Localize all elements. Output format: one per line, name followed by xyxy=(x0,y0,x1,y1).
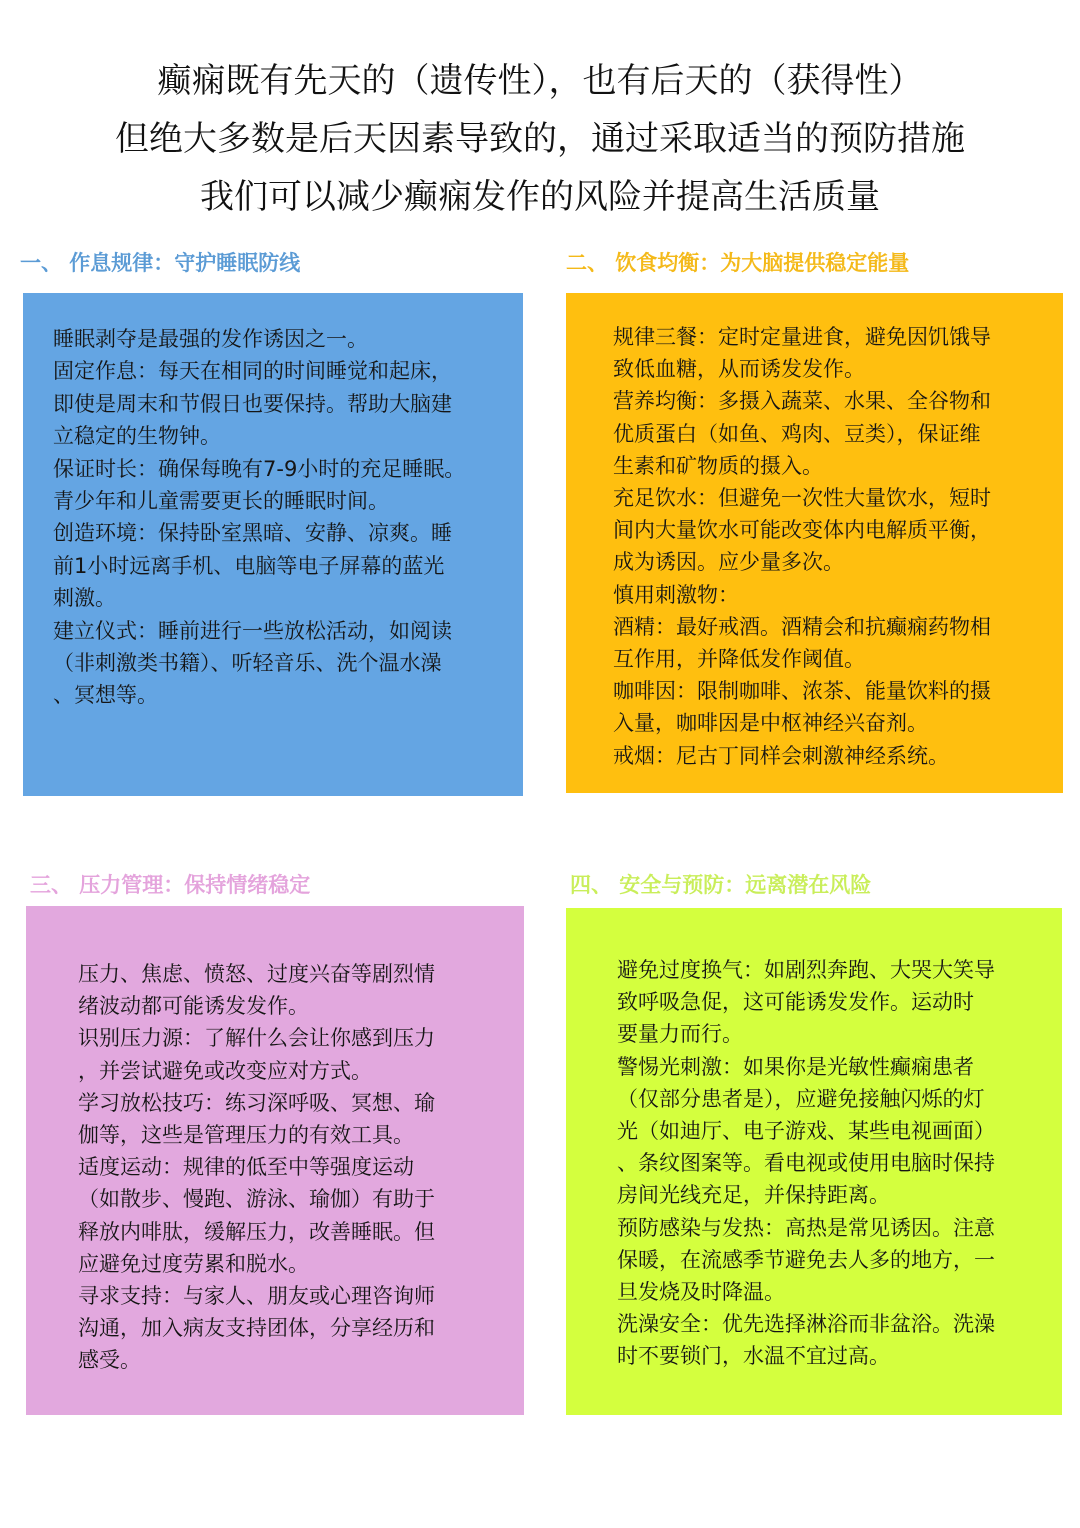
section-3-line: ，并尝试避免或改变应对方式。 xyxy=(78,1058,372,1083)
section-1-line: 前1小时远离手机、电脑等电子屏幕的蓝光 xyxy=(53,553,445,578)
section-1-line: 固定作息：每天在相同的时间睡觉和起床， xyxy=(53,359,452,384)
section-1-line: 、冥想等。 xyxy=(53,683,158,708)
section-3-line: 感受。 xyxy=(78,1348,141,1373)
section-3-line: 压力、焦虑、愤怒、过度兴奋等剧烈情 xyxy=(78,962,435,986)
section-2-title: 二、 饮食均衡：为大脑提供稳定能量 xyxy=(566,251,910,275)
section-2-line: 优质蛋白（如鱼、鸡肉、豆类），保证维 xyxy=(613,421,981,446)
section-4-card xyxy=(566,908,1062,1415)
section-4-line: 旦发烧及时降温。 xyxy=(617,1280,785,1305)
section-4-line: 、条纹图案等。看电视或使用电脑时保持 xyxy=(617,1151,995,1176)
section-1-line: 立稳定的生物钟。 xyxy=(53,424,221,449)
section-4-title: 四、 安全与预防：远离潜在风险 xyxy=(570,873,872,897)
section-4-line: 致呼吸急促，这可能诱发发作。运动时 xyxy=(617,990,974,1015)
section-3-title: 三、 压力管理：保持情绪稳定 xyxy=(30,873,311,897)
section-2-line: 入量，咖啡因是中枢神经兴奋剂。 xyxy=(613,711,928,736)
section-4-line: 房间光线充足，并保持距离。 xyxy=(617,1183,890,1208)
section-1-line: 建立仪式：睡前进行一些放松活动，如阅读 xyxy=(53,618,452,643)
header-line-1: 癫痫既有先天的（遗传性），也有后天的（获得性） xyxy=(157,61,923,101)
section-4-line: 洗澡安全：优先选择淋浴而非盆浴。洗澡 xyxy=(617,1312,995,1337)
section-2-line: 戒烟：尼古丁同样会刺激神经系统。 xyxy=(613,743,949,768)
section-3-line: （如散步、慢跑、游泳、瑜伽）有助于 xyxy=(78,1187,435,1212)
section-3-line: 释放内啡肽，缓解压力，改善睡眠。但 xyxy=(78,1219,435,1244)
section-1-line: 睡眠剥夺是最强的发作诱因之一。 xyxy=(53,327,368,351)
section-2-line: 成为诱因。应少量多次。 xyxy=(613,550,844,575)
section-2-line: 致低血糖，从而诱发发作。 xyxy=(613,357,865,382)
section-2-line: 咖啡因：限制咖啡、浓茶、能量饮料的摄 xyxy=(613,679,991,704)
section-3-line: 寻求支持：与家人、朋友或心理咨询师 xyxy=(78,1284,435,1309)
section-2-line: 生素和矿物质的摄入。 xyxy=(613,453,823,478)
section-2-line: 慎用刺激物： xyxy=(613,582,739,607)
section-2-line: 间内大量饮水可能改变体内电解质平衡， xyxy=(613,518,991,543)
section-3-card xyxy=(26,906,524,1415)
section-3-line: 伽等，这些是管理压力的有效工具。 xyxy=(78,1123,414,1148)
section-4-line: 避免过度换气：如剧烈奔跑、大哭大笑导 xyxy=(617,958,995,982)
section-2-line: 互作用，并降低发作阈值。 xyxy=(613,647,865,672)
section-3-line: 适度运动：规律的低至中等强度运动 xyxy=(78,1155,414,1180)
section-3-line: 应避免过度劳累和脱水。 xyxy=(78,1251,309,1276)
section-4-line: （仅部分患者是），应避免接触闪烁的灯 xyxy=(617,1086,985,1111)
section-3-line: 沟通，加入病友支持团体，分享经历和 xyxy=(78,1316,435,1341)
header-line-2: 但绝大多数是后天因素导致的，通过采取适当的预防措施 xyxy=(115,119,965,159)
section-2-line: 营养均衡：多摄入蔬菜、水果、全谷物和 xyxy=(613,389,991,414)
section-1-line: 即使是周末和节假日也要保持。帮助大脑建 xyxy=(53,391,452,416)
section-4-line: 光（如迪厅、电子游戏、某些电视画面） xyxy=(617,1119,995,1144)
section-3-line: 学习放松技巧：练习深呼吸、冥想、瑜 xyxy=(78,1090,435,1115)
section-2-line: 规律三餐：定时定量进食，避免因饥饿导 xyxy=(613,325,991,349)
section-4-line: 警惕光刺激：如果你是光敏性癫痫患者 xyxy=(617,1054,974,1079)
section-1-line: （非刺激类书籍）、听轻音乐、洗个温水澡 xyxy=(53,651,442,676)
page-header xyxy=(0,52,1080,226)
section-4-line: 要量力而行。 xyxy=(617,1022,743,1047)
section-1-line: 刺激。 xyxy=(53,586,116,611)
section-3-line: 绪波动都可能诱发发作。 xyxy=(78,994,309,1019)
section-1-line: 保证时长：确保每晚有7-9小时的充足睡眠。 xyxy=(53,456,466,481)
header-line-3: 我们可以减少癫痫发作的风险并提高生活质量 xyxy=(200,177,880,217)
section-2-line: 充足饮水：但避免一次性大量饮水，短时 xyxy=(613,486,991,511)
section-4-line: 预防感染与发热：高热是常见诱因。注意 xyxy=(617,1215,995,1240)
section-4-line: 时不要锁门，水温不宜过高。 xyxy=(617,1344,890,1369)
section-1-line: 青少年和儿童需要更长的睡眠时间。 xyxy=(53,489,389,514)
section-1-card xyxy=(23,293,523,796)
section-3-line: 识别压力源：了解什么会让你感到压力 xyxy=(78,1026,435,1051)
section-1-line: 创造环境：保持卧室黑暗、安静、凉爽。睡 xyxy=(53,521,452,546)
section-2-line: 酒精：最好戒酒。酒精会和抗癫痫药物相 xyxy=(613,614,991,639)
section-2-card xyxy=(566,293,1063,793)
section-4-line: 保暖，在流感季节避免去人多的地方，一 xyxy=(617,1247,995,1272)
section-1-title: 一、 作息规律：守护睡眠防线 xyxy=(20,251,301,275)
